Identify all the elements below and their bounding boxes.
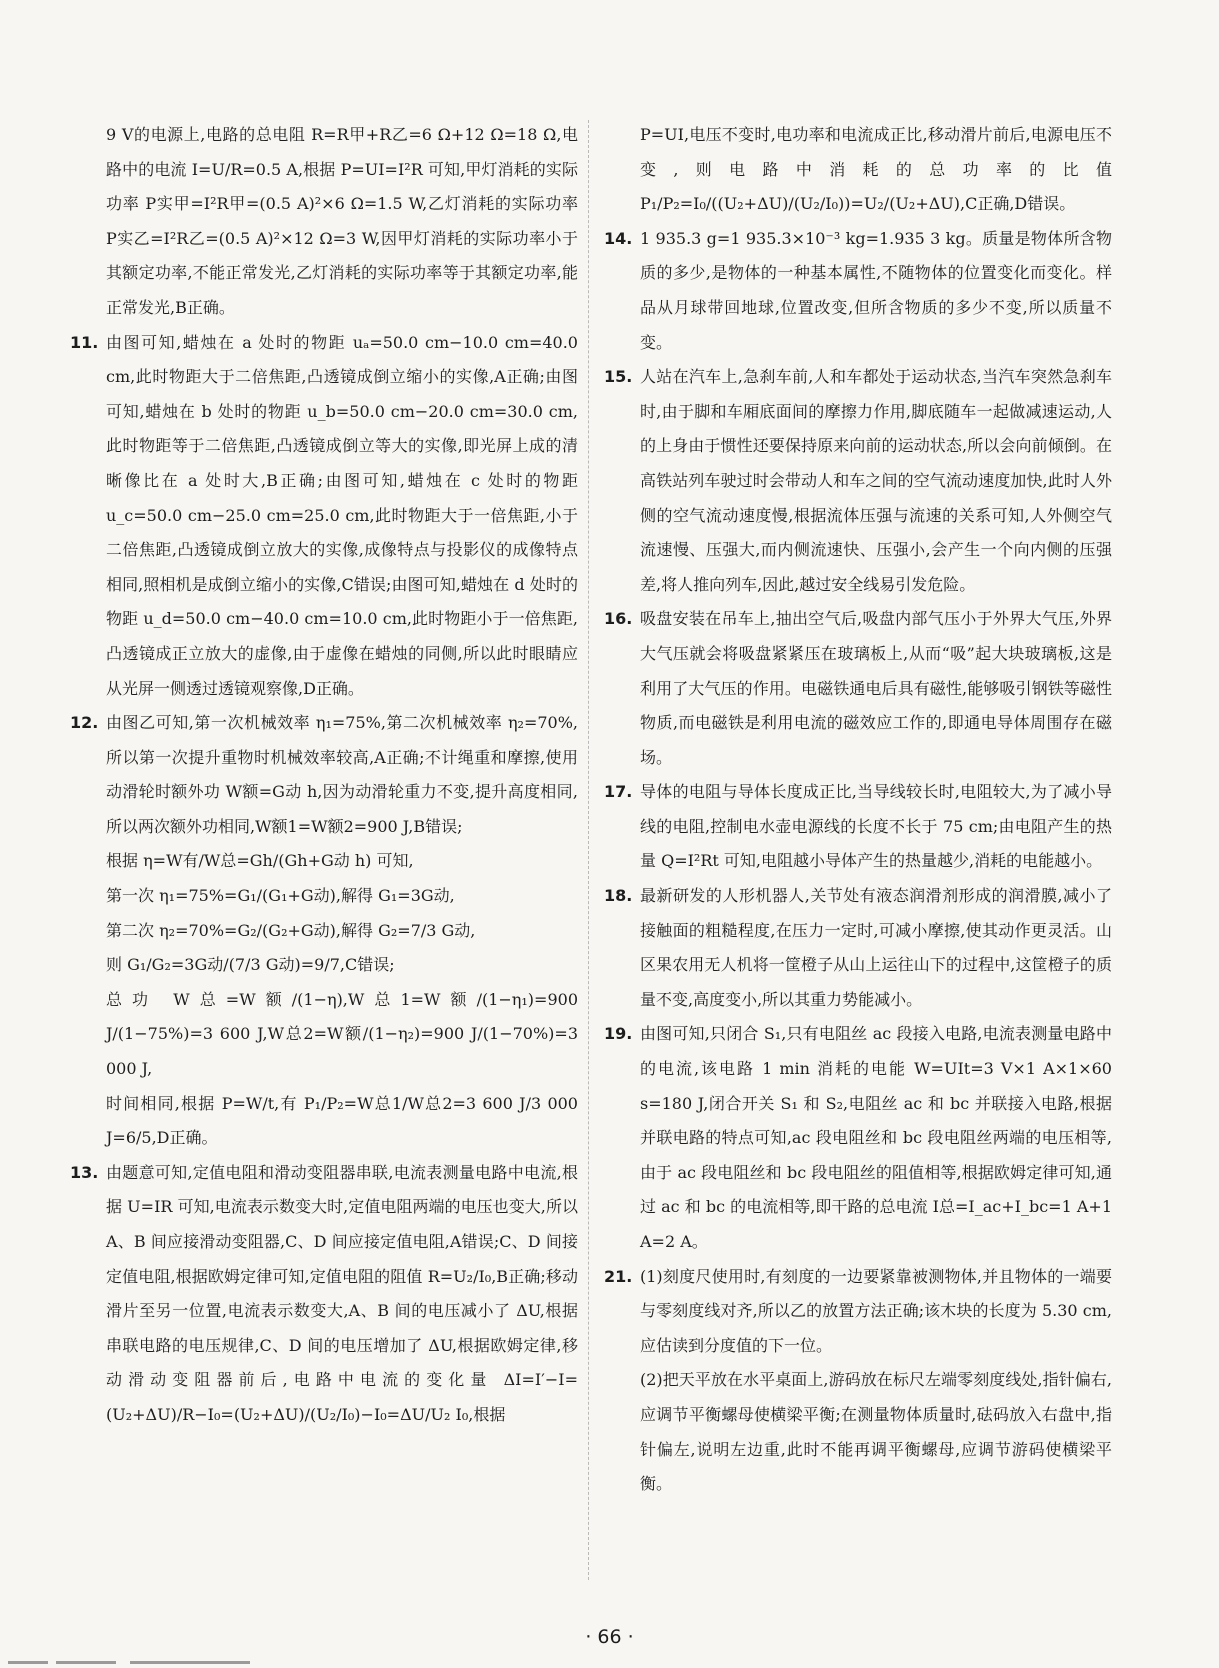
question-number: 14. bbox=[604, 228, 633, 248]
formula-line: 时间相同,根据 P=W/t,有 P₁/P₂=W总1/W总2=3 600 J/3 000 J=6/5,D正确。 bbox=[106, 1093, 578, 1148]
answer-text: 由题意可知,定值电阻和滑动变阻器串联,电流表测量电路中电流,根据 U=IR 可知,电流表示数变大时,定值电阻两端的电压也变大,所以 A、B 间应接滑动变阻器,C、D 间应接定值电阻,A错误;C、D 间接定值电阻,根据欧姆定律可知,定值电阻的阻值 R=U₂/I₀,B正确;移动滑片至另一位置,电流表示数变大,A、B 间的电压减小了 ΔU,根据串联电路的电压规律,C、D 间的电压增加了 ΔU,根据欧姆定律,移动滑动变阻器前后,电路中电流的变化量 ΔI=I′−I=(U₂+ΔU)/R−I₀=(U₂+ΔU)/(U₂/I₀)−I₀=ΔU/U₂ I₀,根据 bbox=[106, 1162, 578, 1424]
column-divider bbox=[588, 120, 589, 1580]
question-16 bbox=[604, 602, 1112, 775]
answer-text: 1 935.3 g=1 935.3×10⁻³ kg=1.935 3 kg。质量是物体所含物质的多少,是物体的一种基本属性,不随物体的位置变化而变化。样品从月球带回地球,位置改变,但所含物质的多少不变,所以质量不变。 bbox=[640, 228, 1112, 352]
question-number: 13. bbox=[70, 1162, 99, 1182]
footer-decoration bbox=[0, 1656, 300, 1664]
question-21 bbox=[604, 1260, 1112, 1502]
question-19 bbox=[604, 1017, 1112, 1259]
answer-text: 人站在汽车上,急刹车前,人和车都处于运动状态,当汽车突然急刹车时,由于脚和车厢底面间的摩擦力作用,脚底随车一起做减速运动,人的上身由于惯性还要保持原来向前的运动状态,所以会向前倾倒。在高铁站列车驶过时会带动人和车之间的空气流动速度加快,此时人外侧的空气流动速度慢,根据流体压强与流速的关系可知,人外侧空气流速慢、压强大,而内侧流速快、压强小,会产生一个向内侧的压强差,将人推向列车,因此,越过安全线易引发危险。 bbox=[640, 367, 1112, 594]
question-18 bbox=[604, 879, 1112, 1017]
answer-text-part2: (2)把天平放在水平桌面上,游码放在标尺左端零刻度线处,指针偏右,应调节平衡螺母使横梁平衡;在测量物体质量时,砝码放入右盘中,指针偏左,说明左边重,此时不能再调平衡螺母,应调节游码使横梁平衡。 bbox=[640, 1370, 1112, 1494]
question-17 bbox=[604, 775, 1112, 879]
question-number: 17. bbox=[604, 782, 633, 802]
answer-text: 最新研发的人形机器人,关节处有液态润滑剂形成的润滑膜,减小了接触面的粗糙程度,在压力一定时,可减小摩擦,使其动作更灵活。山区果农用无人机将一筐橙子从山上运往山下的过程中,这筐橙子的质量不变,高度变小,所以其重力势能减小。 bbox=[640, 886, 1112, 1009]
formula-line: 则 G₁/G₂=3G动/(7/3 G动)=9/7,C错误; bbox=[106, 955, 395, 975]
question-number: 12. bbox=[70, 713, 99, 733]
footer-bar bbox=[8, 1661, 48, 1664]
question-13 bbox=[70, 1156, 578, 1433]
question-number: 19. bbox=[604, 1024, 633, 1044]
q13-continuation: P=UI,电压不变时,电功率和电流成正比,移动滑片前后,电源电压不变,则电路中消耗的总功率的比值 P₁/P₂=I₀/((U₂+ΔU)/(U₂/I₀))=U₂/(U₂+ΔU),C正确,D错误。 bbox=[640, 125, 1112, 214]
question-11 bbox=[70, 326, 578, 707]
page-number: · 66 · bbox=[585, 1626, 634, 1648]
answer-text: (1)刻度尺使用时,有刻度的一边要紧靠被测物体,并且物体的一端要与零刻度线对齐,所以乙的放置方法正确;该木块的长度为 5.30 cm,应估读到分度值的下一位。 bbox=[640, 1266, 1112, 1355]
answer-text: 导体的电阻与导体长度成正比,当导线较长时,电阻较大,为了减小导线的电阻,控制电水壶电源线的长度不长于 75 cm;由电阻产生的热量 Q=I²Rt 可知,电阻越小导体产生的热量越少,消耗的电能越小。 bbox=[640, 782, 1112, 871]
formula-line: 第一次 η₁=75%=G₁/(G₁+G动),解得 G₁=3G动, bbox=[106, 886, 455, 906]
formula-line: 根据 η=W有/W总=Gh/(Gh+G动 h) 可知, bbox=[106, 851, 414, 871]
answer-text: 由图可知,蜡烛在 a 处时的物距 uₐ=50.0 cm−10.0 cm=40.0 cm,此时物距大于二倍焦距,凸透镜成倒立缩小的实像,A正确;由图可知,蜡烛在 b 处时的物距 u_b=50.0 cm−20.0 cm=30.0 cm,此时物距等于二倍焦距,凸透镜成倒立等大的实像,即光屏上成的清晰像比在 a 处时大,B正确;由图可知,蜡烛在 c 处时的物距 u_c=50.0 cm−25.0 cm=25.0 cm,此时物距大于一倍焦距,小于二倍焦距,凸透镜成倒立放大的实像,成像特点与投影仪的成像特点相同,照相机是成倒立缩小的实像,C错误;由图可知,蜡烛在 d 处时的物距 u_d=50.0 cm−40.0 cm=10.0 cm,此时物距小于一倍焦距,凸透镜成正立放大的虚像,由于虚像在蜡烛的同侧,所以此时眼睛应从光屏一侧透过透镜观察像,D正确。 bbox=[106, 332, 578, 698]
answer-text: 由图乙可知,第一次机械效率 η₁=75%,第二次机械效率 η₂=70%,所以第一次提升重物时机械效率较高,A正确;不计绳重和摩擦,使用动滑轮时额外功 W额=G动 h,因为动滑轮重力不变,提升高度相同,所以两次额外功相同,W额1=W额2=900 J,B错误; bbox=[106, 713, 578, 836]
q10-continuation: 9 V的电源上,电路的总电阻 R=R甲+R乙=6 Ω+12 Ω=18 Ω,电路中的电流 I=U/R=0.5 A,根据 P=UI=I²R 可知,甲灯消耗的实际功率 P实甲=I²R甲=(0.5 A)²×6 Ω=1.5 W,乙灯消耗的实际功率 P实乙=I²R乙=(0.5 A)²×12 Ω=3 W,因甲灯消耗的实际功率小于其额定功率,不能正常发光,乙灯消耗的实际功率等于其额定功率,能正常发光,B正确。 bbox=[106, 125, 578, 317]
formula-line: 第二次 η₂=70%=G₂/(G₂+G动),解得 G₂=7/3 G动, bbox=[106, 920, 476, 940]
question-number: 11. bbox=[70, 332, 99, 352]
question-number: 21. bbox=[604, 1266, 633, 1286]
footer-bar bbox=[130, 1661, 250, 1664]
question-12 bbox=[70, 706, 578, 1156]
footer-bar bbox=[56, 1661, 116, 1664]
question-number: 16. bbox=[604, 609, 633, 629]
answer-text: 由图可知,只闭合 S₁,只有电阻丝 ac 段接入电路,电流表测量电路中的电流,该电路 1 min 消耗的电能 W=UIt=3 V×1 A×1×60 s=180 J,闭合开关 S₁ 和 S₂,电阻丝 ac 和 bc 并联接入电路,根据并联电路的特点可知,ac 段电阻丝和 bc 段电阻丝两端的电压相等,由于 ac 段电阻丝和 bc 段电阻丝的阻值相等,根据欧姆定律可知,通过 ac 和 bc 的电流相等,即干路的总电流 I总=I_ac+I_bc=1 A+1 A=2 A。 bbox=[640, 1024, 1112, 1251]
left-column bbox=[70, 118, 578, 1433]
right-column bbox=[604, 118, 1112, 1502]
question-number: 18. bbox=[604, 886, 633, 906]
formula-line: 总功 W总=W额/(1−η),W总1=W额/(1−η₁)=900 J/(1−75%)=3 600 J,W总2=W额/(1−η₂)=900 J/(1−70%)=3 000 J, bbox=[106, 989, 578, 1079]
question-14 bbox=[604, 222, 1112, 360]
answer-text: 吸盘安装在吊车上,抽出空气后,吸盘内部气压小于外界大气压,外界大气压就会将吸盘紧紧压在玻璃板上,从而“吸”起大块玻璃板,这是利用了大气压的作用。电磁铁通电后具有磁性,能够吸引钢铁等磁性物质,而电磁铁是利用电流的磁效应工作的,即通电导体周围存在磁场。 bbox=[640, 609, 1112, 767]
question-number: 15. bbox=[604, 367, 633, 387]
question-15 bbox=[604, 360, 1112, 602]
